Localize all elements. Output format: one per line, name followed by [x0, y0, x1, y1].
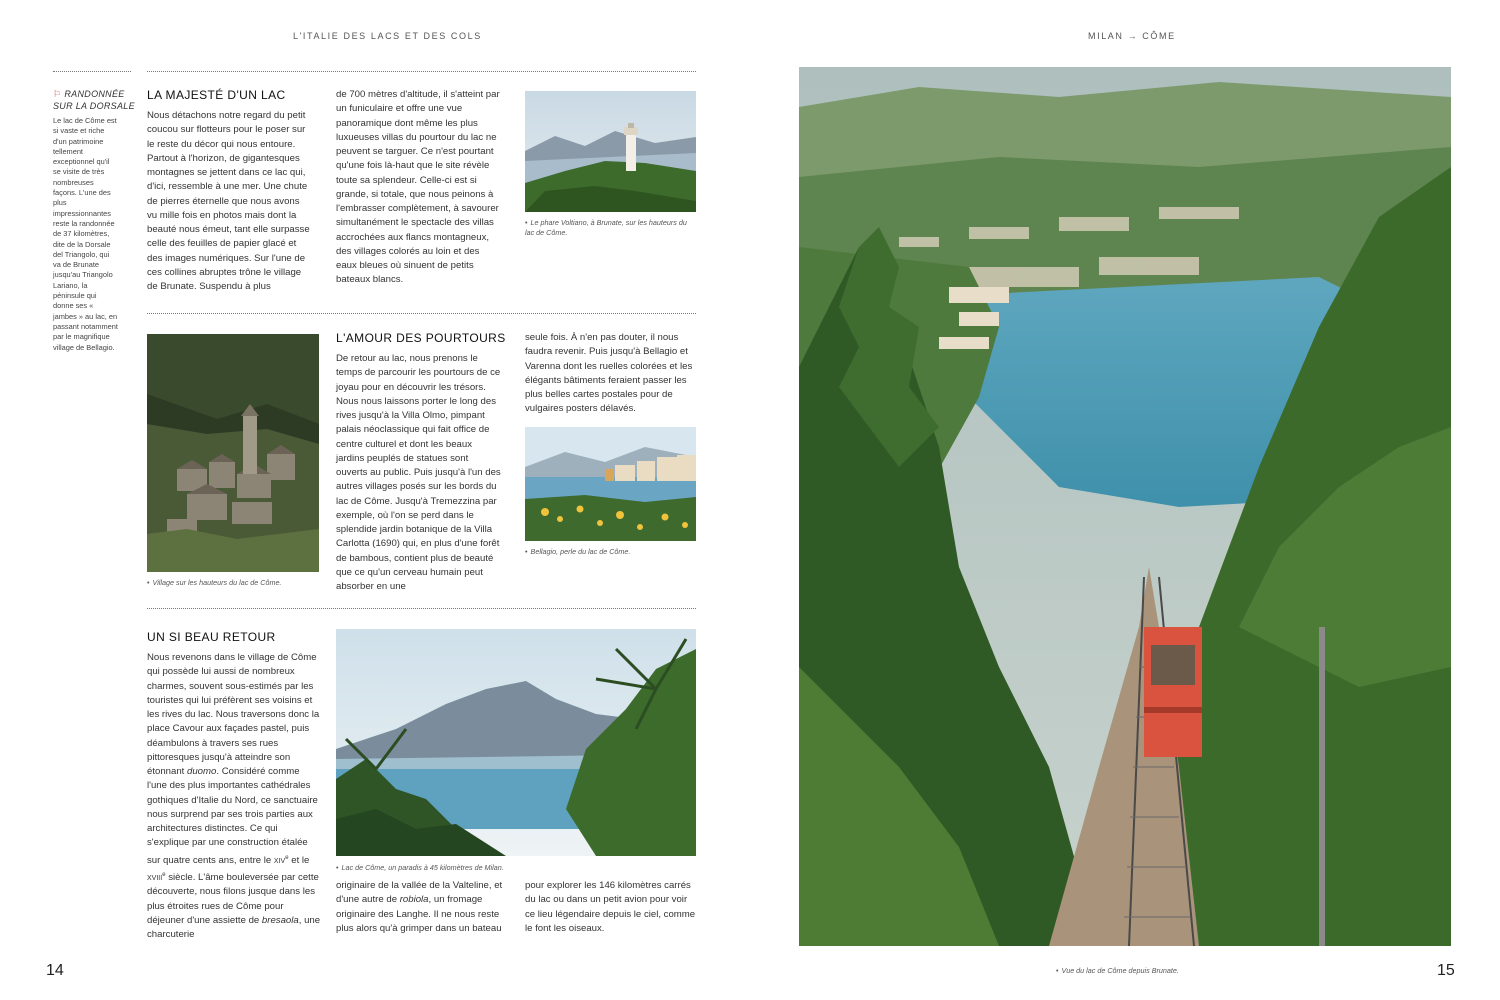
- majeste-column-1: Nous détachons notre regard du petit coucou sur flotteurs pour le poser sur le reste du décor qui nous entoure. Partout à l'horizon, de gigantesques montagnes se jettent dans ce lac qui, d'ici, ressemble à une mer. Une chute de pierres éternelle que nous avons vu mille fois en photos mais dont la beauté nous émeut, tant elle surpasse celle des feuilles de papier glacé et des images numériques. Sur l'une de ces collines abruptes trône le village de Brunate. Suspendu à plus: [147, 110, 310, 292]
- village-caption: • Village sur les hauteurs du lac de Côme.: [147, 578, 282, 587]
- majeste-column-2: de 700 mètres d'altitude, il s'atteint par un funiculaire et offre une vue panoramique dont même les plus luxueuses villas du pourtour du lac ne peuvent se targuer. Ce n'est pourtant qu'une fois là-haut que le site révèle toute sa splendeur. Celle-ci est si grande, si totale, que nous peinons à l'embrasser complètement, à savourer simultanément le spectacle des villas accrochées aux flancs montagneux, des villages colorés au loin et des eaux bleues où sinuent de petits bateaux blancs.: [336, 89, 500, 286]
- section-title-pourtours: L'AMOUR DES POURTOURS: [336, 331, 506, 345]
- lake-palms-photo: [336, 629, 696, 856]
- sidebar-text: Le lac de Côme est si vaste et riche d'un patrimoine tellement exceptionnel qu'il se visite de très nombreuses façons. L'une des plus impressionnantes reste la randonnée de 37 kilomètres, dite de la Dorsale del Triangolo, qui va de Brunate jusqu'au Triangolo Lariano, la péninsule qui donne ses « jambes » au lac, en passant notamment par le magnifique village de Bellagio.: [53, 116, 118, 352]
- lighthouse-photo: [525, 91, 696, 212]
- funicular-photo: [799, 67, 1451, 946]
- pourtours-column-2: seule fois. À n'en pas douter, il nous faudra revenir. Puis jusqu'à Bellagio et Varenna dont les ruelles colorées et les élégants bâtiments feraient passer les plus belles cartes postales pour de vulgaires posters délavés.: [525, 332, 693, 415]
- right-running-head: MILAN → CÔME: [1088, 31, 1176, 41]
- pourtours-column-1: De retour au lac, nous prenons le temps de parcourir les pourtours de ce joyau pour en découvrir les trésors. Nous nous laissons porter le long des rives jusqu'à la Villa Olmo, pimpant palais néoclassique qui fait office de centre culturel et dont les beaux jardins peuplés de statues sont ouverts au public. Puis jusqu'à l'un des autres villages posés sur les bords du lac de Côme. Jusqu'à Tremezzina par exemple, où l'on se perd dans le splendide jardin botanique de la Villa Carlotta (1690) qui, en plus d'une forêt de bambous, contient plus de beauté que ce qu'un cerveau humain peut absorber en une: [336, 353, 501, 592]
- map-pin-icon: ⚐: [53, 89, 62, 99]
- lower-divider: [147, 608, 696, 609]
- sidebar-divider: [53, 71, 131, 72]
- retour-column-2: originaire de la vallée de la Valteline, et d'une autre de robiola, un fromage originaire des Langhe. Il ne nous reste plus alors qu'à grimper dans un bateau: [336, 880, 503, 934]
- section-title-majeste: LA MAJESTÉ D'UN LAC: [147, 88, 286, 102]
- lake-palms-caption: • Lac de Côme, un paradis à 45 kilomètres de Milan.: [336, 863, 504, 872]
- funicular-caption: • Vue du lac de Côme depuis Brunate.: [1056, 966, 1179, 975]
- retour-column-1: Nous revenons dans le village de Côme qui possède lui aussi de nombreux charmes, souvent sous-estimés par les touristes qui lui préfèrent ses voisins et les rives du lac. Nous traversons donc la place Cavour aux façades pastel, puis déambulons à travers ses rues pittoresques jusqu'à atteindre son étonnant duomo. Considéré comme l'une des plus importantes cathédrales gothiques d'Italie du Nord, ce sanctuaire nous surprend par ses trois parties aux architectures distinctes. Ce qui s'explique par une construction étalée sur quatre cents ans, entre le xiv$^e$ et le xviii$^e$ siècle. L'âme bouleversée par cette découverte, nous filons jusque dans les plus étroites rues de Côme pour déjeuner d'une assiette de bresaola, une charcuterie: [147, 652, 321, 941]
- left-running-head: L'ITALIE DES LACS ET DES COLS: [293, 31, 482, 41]
- bellagio-photo: [525, 427, 696, 541]
- right-page-number: 15: [1437, 962, 1455, 979]
- sidebar-title: ⚐ RANDONNÉE SUR LA DORSALE: [53, 89, 135, 111]
- top-divider: [147, 71, 696, 72]
- mid-divider: [147, 313, 696, 314]
- retour-column-3: pour explorer les 146 kilomètres carrés du lac ou dans un petit avion pour voir ce lieu légendaire depuis le ciel, comme le font les oiseaux.: [525, 880, 696, 934]
- lighthouse-caption: • Le phare Voltiano, à Brunate, sur les hauteurs du lac de Côme.: [525, 218, 687, 237]
- section-title-retour: UN SI BEAU RETOUR: [147, 630, 276, 644]
- bellagio-caption: • Bellagio, perle du lac de Côme.: [525, 547, 631, 556]
- village-photo: [147, 334, 319, 572]
- left-page-number: 14: [46, 962, 64, 979]
